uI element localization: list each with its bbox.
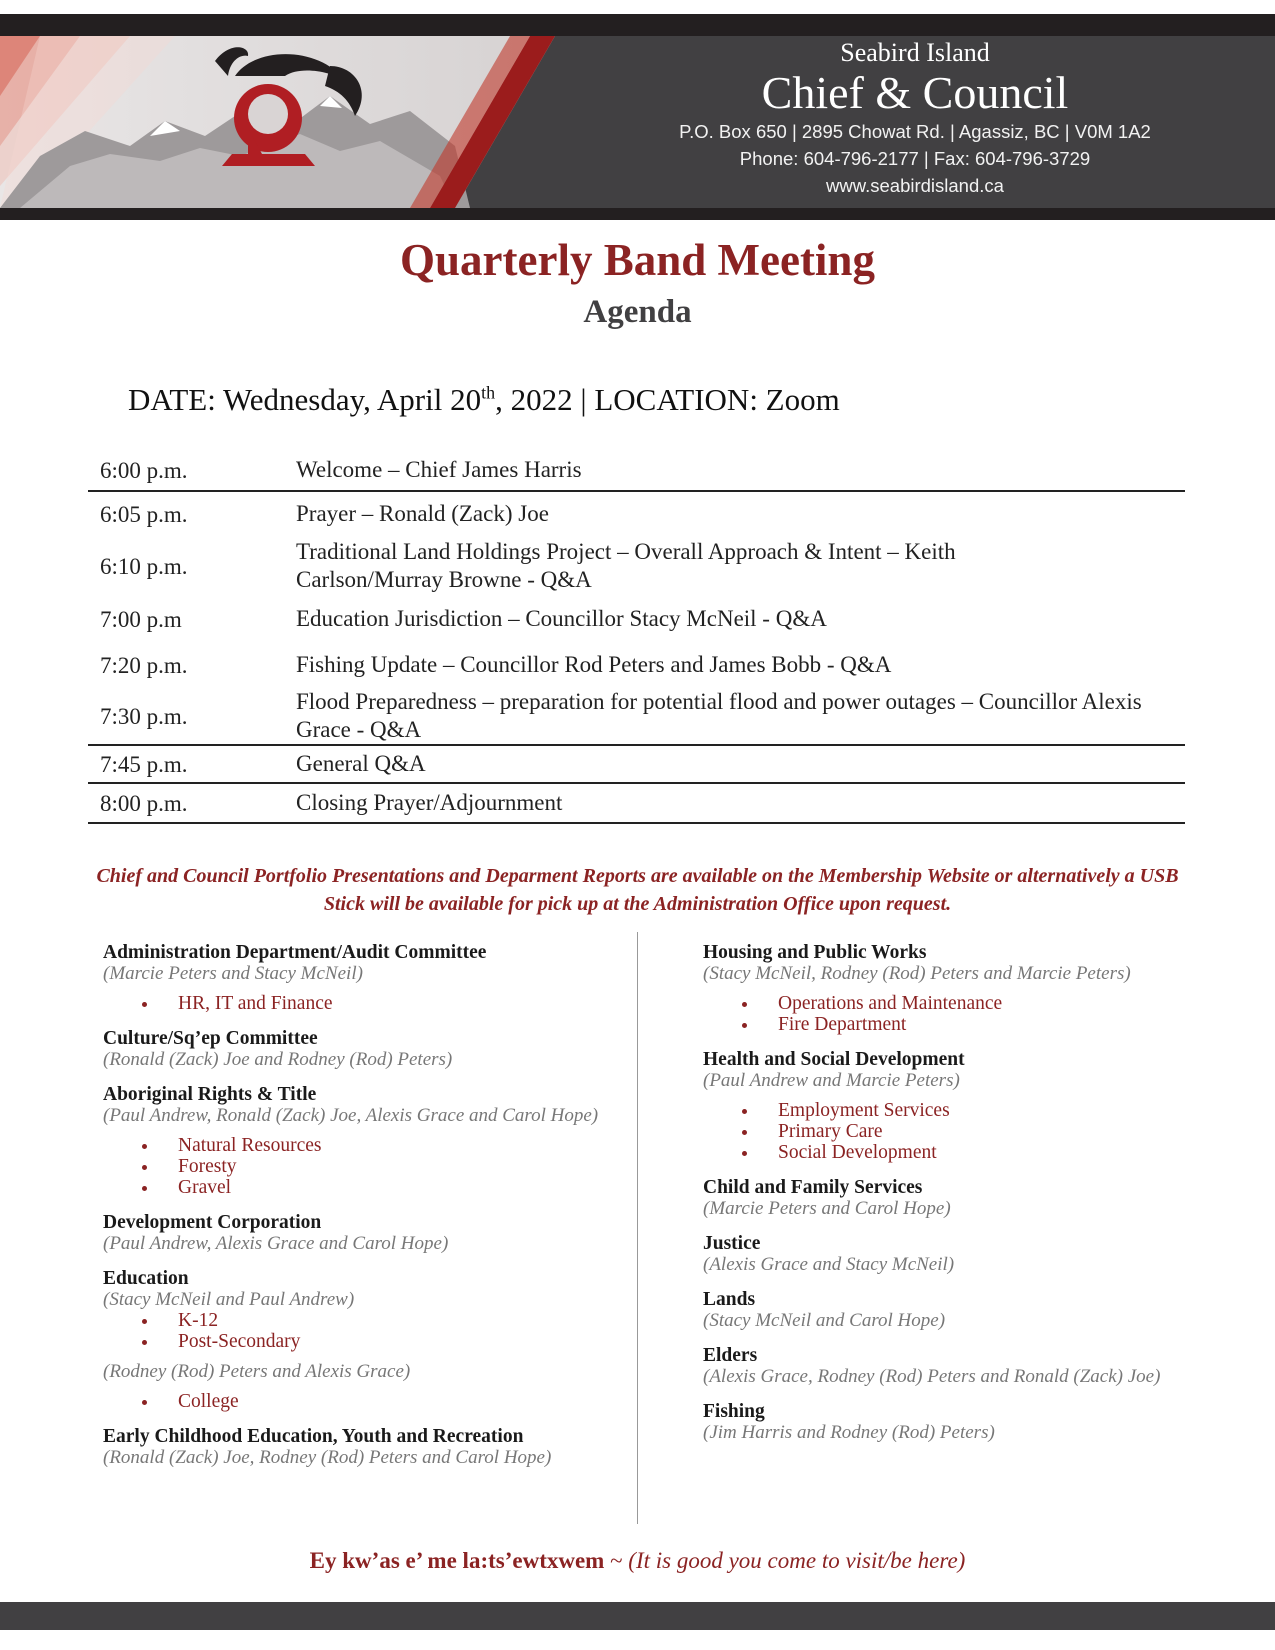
portfolio-title: Health and Social Development — [703, 1049, 965, 1070]
portfolio-group — [103, 942, 643, 1014]
agenda-item: Flood Preparedness – preparation for potential flood and power outages – Councillor Alexis Grace - Q&A — [296, 689, 1142, 742]
portfolio-title: Justice — [703, 1233, 761, 1254]
agenda-time: 6:00 p.m. — [100, 457, 188, 483]
date-text: DATE: Wednesday, April 20 — [128, 382, 482, 417]
agenda-item: Traditional Land Holdings Project – Overall Approach & Intent – Keith Carlson/Murray Browne - Q&A — [296, 539, 956, 592]
portfolio-group — [703, 942, 1243, 1035]
agenda-item: Education Jurisdiction – Councillor Stacy McNeil - Q&A — [296, 606, 827, 631]
header-organization-name: Seabird Island — [840, 38, 990, 67]
date-ordinal: th — [481, 382, 496, 403]
portfolio-group — [703, 1401, 1243, 1443]
agenda-item: Prayer – Ronald (Zack) Joe — [296, 501, 549, 526]
footer-translation: (It is good you come to visit/be here) — [628, 1548, 966, 1573]
agenda-row — [88, 746, 1185, 782]
header-contact-block — [640, 38, 1190, 199]
agenda-row — [88, 492, 1185, 536]
header-title: Chief & Council — [761, 67, 1069, 118]
portfolio-title: Development Corporation — [103, 1212, 322, 1233]
portfolio-bullet-item: Operations and Maintenance — [703, 993, 1243, 1014]
portfolio-column-left — [103, 942, 643, 1482]
page-title: Quarterly Band Meeting — [400, 235, 875, 285]
agenda-item: Closing Prayer/Adjournment — [296, 790, 563, 815]
page-subtitle: Agenda — [583, 294, 692, 330]
portfolio-group — [103, 1268, 643, 1412]
portfolio-group — [703, 1289, 1243, 1331]
portfolio-bullet-list — [103, 993, 643, 1014]
portfolio-members: (Stacy McNeil and Carol Hope) — [703, 1310, 946, 1331]
portfolio-bullet-item: College — [103, 1391, 643, 1412]
date-location-line — [128, 380, 840, 420]
agenda-time: 7:00 p.m — [100, 606, 182, 632]
portfolio-bullet-list — [703, 1100, 1243, 1163]
portfolio-bullet-item: Gravel — [103, 1177, 643, 1198]
footer-greeting — [0, 1546, 1275, 1576]
agenda-time: 8:00 p.m. — [100, 790, 188, 816]
portfolio-title: Housing and Public Works — [703, 942, 927, 963]
portfolio-bullet-item: Primary Care — [703, 1121, 1243, 1142]
portfolio-members: (Paul Andrew, Ronald (Zack) Joe, Alexis Grace and Carol Hope) — [103, 1105, 599, 1126]
portfolio-members: (Ronald (Zack) Joe, Rodney (Rod) Peters and Carol Hope) — [103, 1447, 552, 1468]
footer-band — [0, 1602, 1275, 1630]
agenda-row — [88, 596, 1185, 642]
portfolio-members: (Paul Andrew and Marcie Peters) — [703, 1070, 960, 1091]
header-website: www.seabirdisland.ca — [826, 175, 1004, 196]
portfolio-members: (Alexis Grace, Rodney (Rod) Peters and Ronald (Zack) Joe) — [703, 1366, 1161, 1387]
portfolio-bullet-item: Post-Secondary — [103, 1331, 643, 1352]
portfolio-title: Early Childhood Education, Youth and Recreation — [103, 1426, 524, 1447]
portfolio-column-right — [703, 942, 1243, 1457]
location-text: , 2022 | LOCATION: Zoom — [495, 382, 840, 417]
portfolio-members: (Alexis Grace and Stacy McNeil) — [703, 1254, 955, 1275]
portfolio-members: (Marcie Peters and Stacy McNeil) — [103, 963, 363, 984]
portfolio-bullet-list — [103, 1391, 643, 1412]
portfolio-bullet-item: Social Development — [703, 1142, 1243, 1163]
portfolio-bullet-item: HR, IT and Finance — [103, 993, 643, 1014]
agenda-row — [88, 642, 1185, 688]
portfolio-group — [703, 1233, 1243, 1275]
portfolio-bullet-item: Natural Resources — [103, 1135, 643, 1156]
agenda-row — [88, 688, 1185, 744]
portfolio-bullet-item: K-12 — [103, 1310, 643, 1331]
agenda-time: 7:45 p.m. — [100, 751, 188, 777]
portfolio-title: Child and Family Services — [703, 1177, 923, 1198]
agenda-time: 6:10 p.m. — [100, 553, 188, 579]
agenda-time: 7:20 p.m. — [100, 652, 188, 678]
portfolio-group — [703, 1177, 1243, 1219]
portfolio-extra-members: (Rodney (Rod) Peters and Alexis Grace) — [103, 1361, 411, 1382]
portfolio-members: (Jim Harris and Rodney (Rod) Peters) — [703, 1422, 995, 1443]
table-rule — [88, 822, 1185, 824]
header-top-stripe — [0, 14, 1275, 36]
header-address: P.O. Box 650 | 2895 Chowat Rd. | Agassiz, BC | V0M 1A2 — [679, 121, 1151, 142]
header-bottom-stripe — [0, 208, 1275, 220]
portfolio-bullet-list — [103, 1310, 643, 1352]
portfolio-group — [103, 1212, 643, 1254]
agenda-row — [88, 536, 1185, 596]
agenda-item: General Q&A — [296, 751, 426, 776]
portfolio-title: Culture/Sq’ep Committee — [103, 1028, 318, 1049]
reports-notice: Chief and Council Portfolio Presentations and Deparment Reports are available on the Membership Website or alternatively a USB Stick will be available for pick up at the Administration Office upon request. — [96, 865, 1179, 915]
logo-banner-art — [0, 36, 640, 208]
portfolio-bullet-list — [103, 1135, 643, 1198]
agenda-row — [88, 450, 1185, 490]
portfolio-members: (Paul Andrew, Alexis Grace and Carol Hope) — [103, 1233, 449, 1254]
portfolio-title: Administration Department/Audit Committee — [103, 942, 487, 963]
portfolio-group — [703, 1345, 1243, 1387]
portfolio-title: Lands — [703, 1289, 756, 1310]
agenda-time: 6:05 p.m. — [100, 501, 188, 527]
portfolio-members: (Stacy McNeil, Rodney (Rod) Peters and Marcie Peters) — [703, 963, 1131, 984]
agenda-item: Fishing Update – Councillor Rod Peters and James Bobb - Q&A — [296, 652, 892, 677]
agenda-table — [88, 450, 1185, 824]
portfolio-title: Education — [103, 1268, 189, 1289]
portfolio-title: Fishing — [703, 1401, 765, 1422]
portfolio-bullet-item: Employment Services — [703, 1100, 1243, 1121]
portfolio-members: (Marcie Peters and Carol Hope) — [703, 1198, 951, 1219]
portfolio-bullet-item: Foresty — [103, 1156, 643, 1177]
header-phone-fax: Phone: 604-796-2177 | Fax: 604-796-3729 — [739, 148, 1091, 169]
agenda-time: 7:30 p.m. — [100, 703, 188, 729]
portfolio-title: Aboriginal Rights & Title — [103, 1084, 317, 1105]
portfolio-group — [103, 1084, 643, 1198]
portfolio-group — [103, 1426, 643, 1468]
footer-halq-phrase: Ey kw’as e’ me la:ts’ewtxwem — [309, 1548, 605, 1573]
portfolio-members: (Ronald (Zack) Joe and Rodney (Rod) Peters) — [103, 1049, 453, 1070]
agenda-row — [88, 784, 1185, 822]
portfolio-group — [103, 1028, 643, 1070]
portfolio-group — [703, 1049, 1243, 1163]
portfolio-bullet-list — [703, 993, 1243, 1035]
portfolio-title: Elders — [703, 1345, 758, 1366]
portfolio-bullet-item: Fire Department — [703, 1014, 1243, 1035]
footer-separator: ~ — [604, 1548, 629, 1573]
portfolio-members: (Stacy McNeil and Paul Andrew) — [103, 1289, 355, 1310]
agenda-item: Welcome – Chief James Harris — [296, 457, 582, 482]
